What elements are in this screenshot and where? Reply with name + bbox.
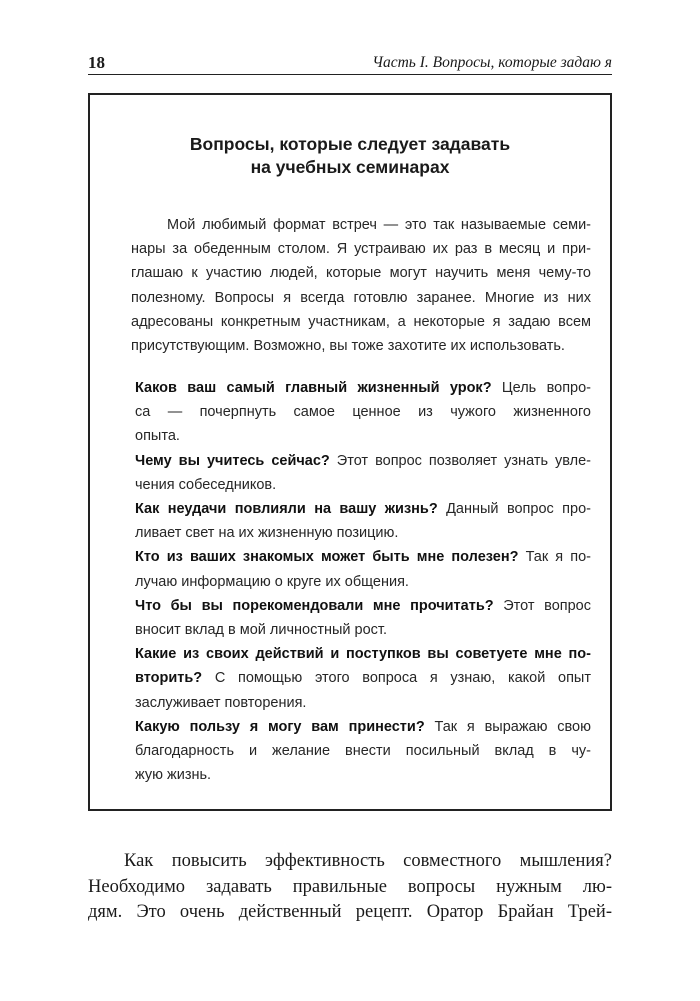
box-heading-line: Вопросы, которые следует задавать — [189, 134, 511, 154]
question-text: Какую пользу я могу вам принести? — [135, 718, 425, 735]
question-text: Какие из своих действий и поступков вы советуете мне по- — [135, 646, 591, 663]
intro-line: нары за обеденным столом. Я устраиваю их раз в месяц и при- — [131, 241, 591, 258]
answer-text: Данный вопрос про- — [437, 501, 591, 518]
box-heading-line: на учебных семинарах — [250, 157, 450, 177]
answer-text: Цель вопро- — [491, 380, 592, 396]
page-number: 18 — [88, 53, 105, 72]
answer-text: Так я по- — [518, 549, 591, 566]
answer-text: благодарность и желание внести посильный вклад в чу- — [135, 743, 591, 760]
answer-text: са — почерпнуть самое ценное из чужого жизненного — [135, 404, 591, 421]
sidebar-box — [88, 93, 612, 811]
answer-text: опыта. — [135, 428, 180, 445]
answer-text: Этот вопрос позволяет узнать увле- — [329, 452, 591, 469]
body-line: дям. Это очень действенный рецепт. Оратор Брайан Трей- — [88, 902, 612, 922]
body-line: Как повысить эффективность совместного мышления? — [124, 851, 612, 871]
intro-line: глашаю к участию людей, которые могут научить меня чему-то — [131, 265, 591, 282]
intro-line: адресованы конкретным участникам, а некоторые я задаю всем — [131, 313, 591, 330]
answer-text: чения собеседников. — [135, 476, 277, 493]
answer-text: ливает свет на их жизненную позицию. — [135, 525, 399, 542]
intro-line: полезному. Вопросы я всегда готовлю заранее. Многие из них — [131, 289, 591, 306]
question-text: Каков ваш самый главный жизненный урок? — [135, 380, 492, 396]
question-item — [135, 642, 591, 715]
answer-text: заслуживает повторения. — [135, 694, 307, 711]
question-text: вторить? — [135, 670, 203, 687]
question-text: Чему вы учитесь сейчас? — [135, 452, 330, 469]
chapter-title: Часть I. Вопросы, которые задаю я — [372, 54, 612, 71]
answer-text: жую жизнь. — [135, 767, 212, 784]
question-text: Что бы вы порекомендовали мне прочитать? — [135, 597, 494, 614]
question-list — [135, 376, 591, 787]
answer-text: С помощью этого вопроса я узнаю, какой опыт — [202, 670, 591, 687]
question-item — [135, 545, 591, 593]
intro-line: присутствующим. Возможно, вы тоже захотите их использовать. — [131, 338, 565, 355]
answer-text: вносит вклад в мой личностный рост. — [135, 622, 387, 639]
answer-text: Так я выражаю свою — [424, 718, 592, 735]
question-text: Кто из ваших знакомых может быть мне полезен? — [135, 549, 519, 566]
question-item — [135, 449, 591, 497]
intro-line: Мой любимый формат встреч — это так называемые семи- — [167, 217, 591, 233]
question-text: Как неудачи повлияли на вашу жизнь? — [135, 501, 438, 518]
intro-paragraph — [131, 213, 591, 358]
question-item — [135, 497, 591, 545]
question-item — [135, 376, 591, 449]
answer-text: Этот вопрос — [493, 597, 591, 614]
question-item — [135, 715, 591, 788]
running-head — [88, 52, 612, 75]
body-paragraph — [88, 849, 612, 926]
answer-text: лучаю информацию о круге их общения. — [135, 573, 409, 590]
question-item — [135, 594, 591, 642]
box-heading — [90, 133, 610, 179]
body-line: Необходимо задавать правильные вопросы нужным лю- — [88, 876, 612, 897]
